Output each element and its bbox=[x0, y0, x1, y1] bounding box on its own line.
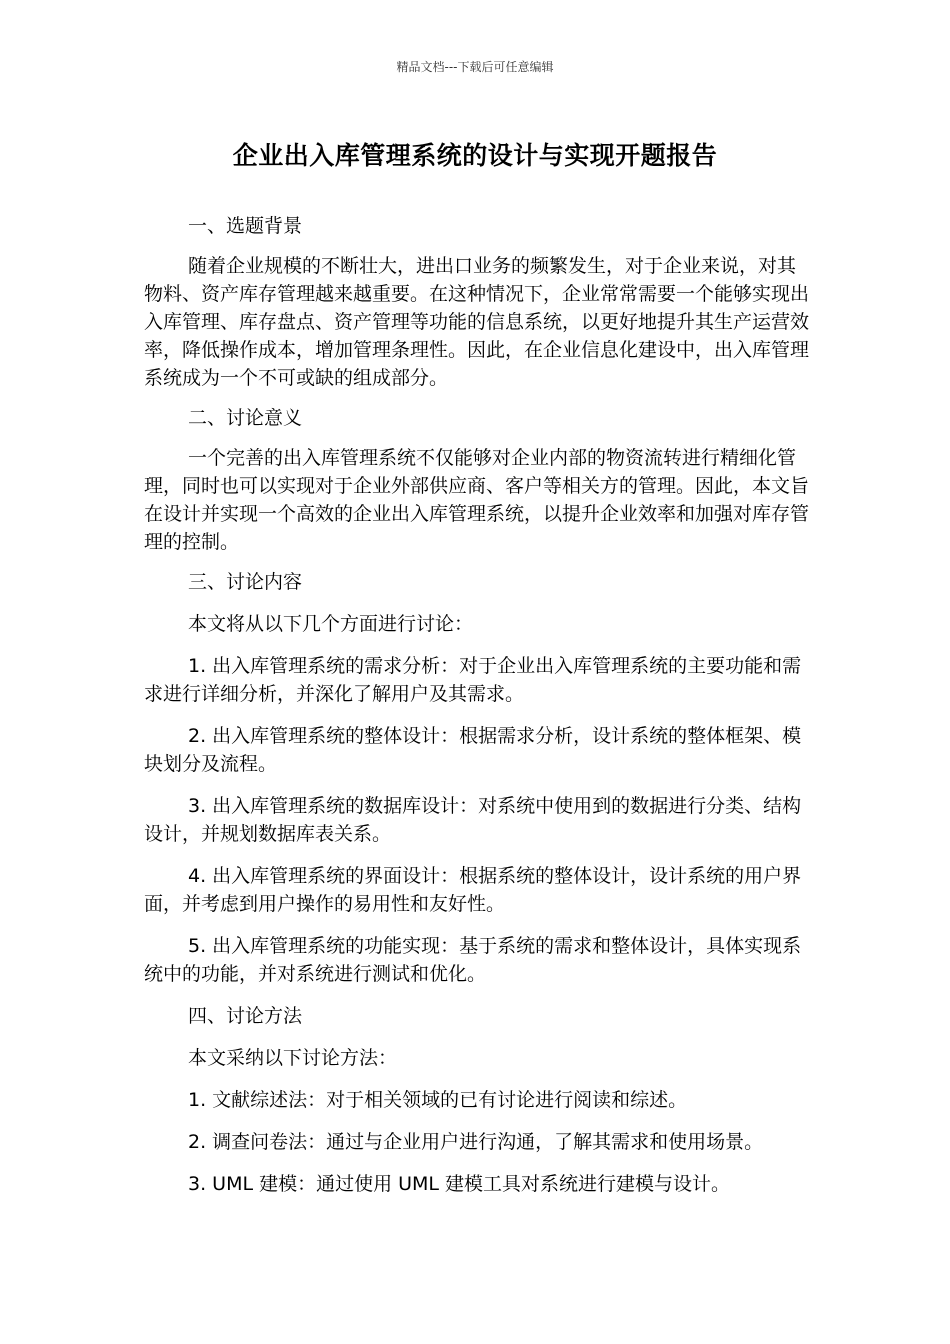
list-item: 2. 出入库管理系统的整体设计：根据需求分析，设计系统的整体框架、模块划分及流程。 bbox=[144, 725, 802, 775]
paragraph-background: 随着企业规模的不断壮大，进出口业务的频繁发生，对于企业来说，对其物料、资产库存管理越来越重要。在这种情况下，企业常常需要一个能够实现出入库管理、库存盘点、资产管理等功能的信息系统，以更好地提升其生产运营效率，降低操作成本，增加管理条理性。因此，在企业信息化建设中，出入库管理系统成为一个不可或缺的组成部分。 bbox=[144, 255, 810, 389]
paragraph-significance: 一个完善的出入库管理系统不仅能够对企业内部的物资流转进行精细化管理，同时也可以实现对于企业外部供应商、客户等相关方的管理。因此，本文旨在设计并实现一个高效的企业出入库管理系统，以提升企业效率和加强对库存管理的控制。 bbox=[144, 447, 810, 553]
paragraph-content-intro: 本文将从以下几个方面进行讨论： bbox=[188, 613, 474, 635]
header-note: 精品文档---下载后可任意编辑 bbox=[396, 60, 554, 74]
page-title: 企业出入库管理系统的设计与实现开题报告 bbox=[232, 141, 718, 170]
document-body bbox=[144, 212, 810, 1198]
list-item: 3. 出入库管理系统的数据库设计：对系统中使用到的数据进行分类、结构设计，并规划数据库表关系。 bbox=[144, 795, 802, 845]
paragraph-methods-intro: 本文采纳以下讨论方法： bbox=[188, 1047, 398, 1069]
list-item: 4. 出入库管理系统的界面设计：根据系统的整体设计，设计系统的用户界面，并考虑到用户操作的易用性和友好性。 bbox=[144, 865, 802, 915]
section-heading-background: 一、选题背景 bbox=[188, 215, 303, 237]
list-item: 1. 文献综述法：对于相关领域的已有讨论进行阅读和综述。 bbox=[188, 1089, 688, 1111]
section-heading-significance: 二、讨论意义 bbox=[188, 407, 303, 429]
list-item: 3. UML 建模：通过使用 UML 建模工具对系统进行建模与设计。 bbox=[188, 1173, 731, 1195]
section-heading-methods: 四、讨论方法 bbox=[188, 1005, 303, 1027]
list-item: 2. 调查问卷法：通过与企业用户进行沟通，了解其需求和使用场景。 bbox=[188, 1131, 764, 1153]
list-item: 1. 出入库管理系统的需求分析：对于企业出入库管理系统的主要功能和需求进行详细分析，并深化了解用户及其需求。 bbox=[144, 655, 802, 705]
section-heading-content: 三、讨论内容 bbox=[188, 571, 303, 593]
list-item: 5. 出入库管理系统的功能实现：基于系统的需求和整体设计，具体实现系统中的功能，并对系统进行测试和优化。 bbox=[144, 935, 802, 985]
